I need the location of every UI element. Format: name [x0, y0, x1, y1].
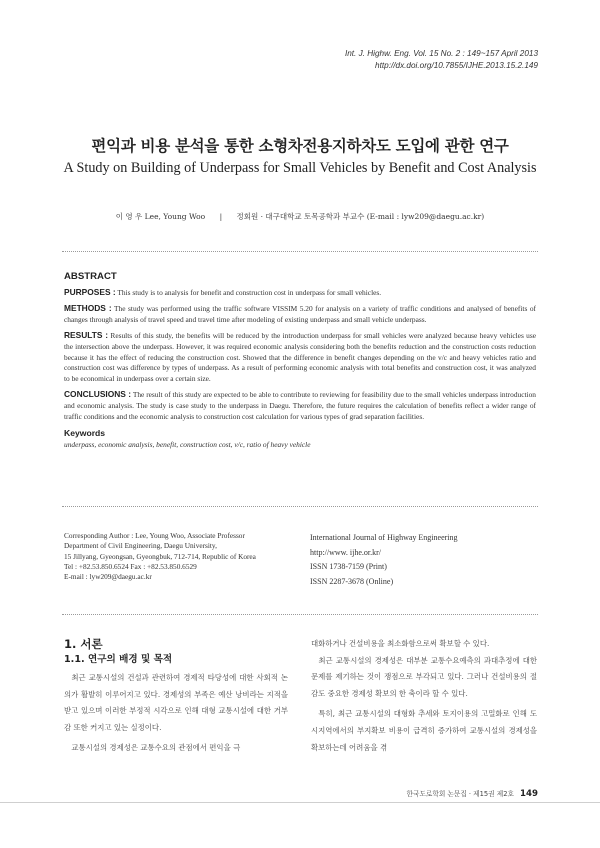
- body-paragraph: 최근 교통시설의 건설과 관련하여 경제적 타당성에 대한 사회적 논의가 활발히 이루어지고 있다. 경제성의 부족은 예산 낭비라는 지적을 받고 있으며 이러한 부정적 시각으로 인해 대형 교통시설에 대한 거부감 또한 커지고 있는 실정이다.: [64, 673, 288, 732]
- subsection-heading: 1.1. 연구의 배경 및 목적: [64, 654, 173, 665]
- journal-header: [345, 48, 538, 72]
- footer-rule: [0, 802, 600, 803]
- results-label: RESULTS :: [64, 330, 109, 341]
- journal-info-block: [310, 531, 540, 589]
- results-paragraph: [64, 330, 536, 384]
- corr-line: E-mail : lyw209@daegu.ac.kr: [64, 572, 152, 582]
- body-paragraph: 대화하거나 건설비용을 최소화함으로써 확보할 수 있다.: [311, 639, 490, 648]
- abstract-section: [64, 272, 536, 450]
- purposes-label: PURPOSES :: [64, 286, 116, 297]
- footer-journal: 한국도로학회 논문집 · 제15권 제2호: [406, 790, 514, 798]
- divider-abstract: [62, 506, 538, 507]
- conclusions-text: The result of this study are expected to be able to contribute to reviewing for feasibility due to the small vehicles underpass introduction and economic analysis. The study is case study to the underpass in Daegu. Therefore, the future requires the calculation of benefits reflect a wider range of traffic conditions and the economic analysis to construction cost calculation for various types of grad separation facilities.: [64, 390, 536, 421]
- results-text: Results of this study, the benefits will be reduced by the introduction underpass for small vehicles were analyzed because heavy vehicles use the intersection above the underpass. However, it was required economic analysis considering both the benefits reduction and the construction costs reduction because it has the effect of reducing the construction cost. Showed that the difference in benefit changes depending on the v/c and heavy vehicles ratio and construction cost was difference by types of underpass. As a result of performing economic analysis with total benefits and construction cost, it was analyzed to be economical in underpass over a certain size.: [64, 331, 536, 383]
- issn-print: ISSN 1738-7159 (Print): [310, 562, 387, 571]
- methods-paragraph: [64, 303, 536, 325]
- methods-label: METHODS :: [64, 303, 112, 314]
- body-paragraph: 특히, 최근 교통시설의 대형화 추세와 토지이용의 고밀화로 인해 도시지역에서의 부지확보 비용이 급격히 증가하여 교통시설의 경제성을 확보하는데 어려움을 겪: [311, 709, 537, 752]
- issn-online: ISSN 2287-3678 (Online): [310, 576, 394, 586]
- corr-line: Tel : +82.53.850.6524 Fax : +82.53.850.6529: [64, 561, 197, 571]
- corr-line: Corresponding Author : Lee, Young Woo, Associate Professor: [64, 531, 245, 540]
- keywords-text: underpass, economic analysis, benefit, construction cost, v/c, ratio of heavy vehicle: [64, 439, 311, 449]
- title-english: A Study on Building of Underpass for Small Vehicles by Benefit and Cost Analysis: [63, 160, 537, 176]
- divider-top: [62, 251, 538, 252]
- doi-link[interactable]: http://dx.doi.org/10.7855/IJHE.2013.15.2.149: [375, 61, 538, 70]
- corr-line: Department of Civil Engineering, Daegu University,: [64, 541, 217, 551]
- correspondence-block: [64, 531, 304, 582]
- journal-name: International Journal of Highway Engineering: [310, 533, 458, 542]
- purposes-paragraph: [64, 287, 536, 299]
- body-paragraph: 교통시설의 경제성은 교통수요의 관점에서 편익을 극: [71, 743, 241, 753]
- abstract-heading: ABSTRACT: [64, 271, 117, 282]
- keywords-heading: Keywords: [64, 428, 106, 439]
- page-number: 149: [520, 789, 538, 799]
- journal-url[interactable]: http://www. ijhe.or.kr/: [310, 547, 382, 557]
- author-line: [0, 211, 600, 222]
- divider-body: [62, 614, 538, 615]
- author-affiliation: 정회원 · 대구대학교 토목공학과 부교수 (E-mail : lyw209@daegu.ac.kr): [236, 212, 485, 221]
- methods-text: The study was performed using the traffic software VISSIM 5.20 for analysis on a variety of traffic conditions and analysed of benefits of changes through analysis of travel speed and travel time after modeling of existing underpass and small vehicle underpass.: [64, 304, 537, 324]
- body-column-right: [311, 636, 537, 756]
- conclusions-label: CONCLUSIONS :: [64, 389, 132, 400]
- section-heading: 1. 서론: [64, 637, 103, 651]
- conclusions-paragraph: [64, 389, 536, 422]
- author-name: 이 영 우 Lee, Young Woo: [115, 212, 206, 221]
- body-column-left: [64, 636, 288, 757]
- body-paragraph: 최근 교통시설의 경제성은 대부분 교통수요예측의 과대추정에 대한 문제를 제기하는 것이 쟁점으로 부각되고 있다. 그러나 건설비용의 절감도 중요한 경제성 확보의 한 축이라 할 수 있다.: [311, 655, 537, 698]
- purposes-text: This study is to analysis for benefit and construction cost in underpass for small vehicles.: [117, 287, 382, 297]
- journal-citation: Int. J. Highw. Eng. Vol. 15 No. 2 : 149~157 April 2013: [344, 49, 538, 58]
- page-footer: [407, 788, 538, 799]
- title-korean: 편익과 비용 분석을 통한 소형차전용지하차도 도입에 관한 연구: [91, 137, 509, 155]
- corr-line: 15 Jillyang, Gyeongsan, Gyeongbuk, 712-714, Republic of Korea: [64, 551, 256, 561]
- author-separator: |: [219, 212, 223, 221]
